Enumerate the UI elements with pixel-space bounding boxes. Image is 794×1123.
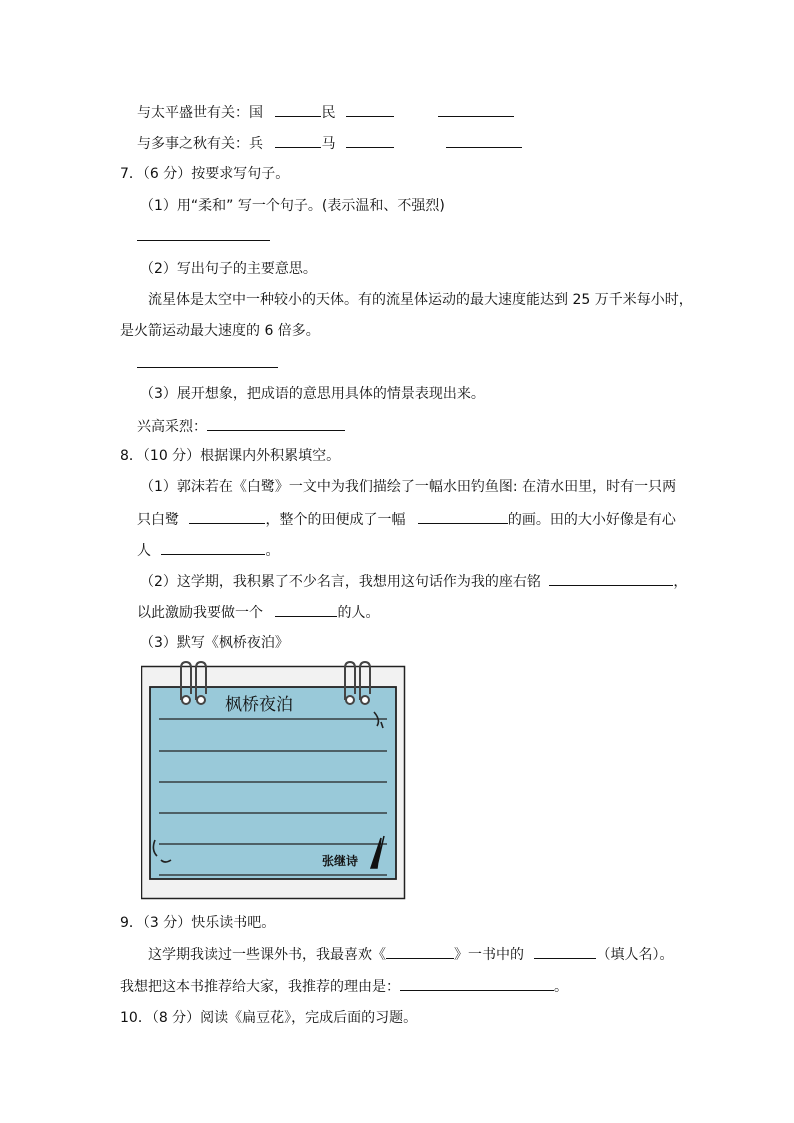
q7-heading: 7．（6 分）按要求写句子。 (120, 166, 290, 182)
q8-s2-line2-b: 的人。 (337, 605, 380, 621)
q8-s1-line3 (137, 540, 279, 561)
q9-heading: 9．（3 分）快乐读书吧。 (120, 915, 276, 931)
q9-book-blank[interactable] (386, 944, 454, 959)
q8-s2-line1-text: （2）这学期，我积累了不少名言，我想用这句话作为我的座右铭 (140, 574, 541, 590)
q8-s1-line3-b: 。 (265, 543, 280, 559)
q9-line1-c: （填人名）。 (596, 947, 674, 963)
q6-row2-blank-2[interactable] (346, 133, 394, 148)
q9-line1 (148, 944, 673, 965)
q8-s1-blank-1[interactable] (189, 509, 265, 524)
q8-s2-line1 (140, 571, 687, 592)
q6-row2-mid: 马 (321, 136, 336, 152)
q9-line1-b: 》一书中的 (454, 947, 524, 963)
q7-sub2: （2）写出句子的主要意思。 (140, 261, 317, 277)
q6-row1-blank-2[interactable] (346, 102, 394, 117)
q8-s1-line2 (137, 509, 676, 530)
q6-row2-prefix: 与多事之秋有关：兵 (137, 136, 263, 152)
q8-s2-line1-end: ， (673, 574, 688, 590)
q10-heading: 10．（8 分）阅读《扁豆花》，完成后面的习题。 (120, 1010, 418, 1026)
q8-s2-blank-2[interactable] (275, 602, 337, 617)
q9-person-blank[interactable] (534, 944, 596, 959)
q6-row1-mid: 民 (321, 105, 336, 121)
q7-idiom-blank[interactable] (207, 416, 345, 431)
q8-s1-line2-a: 只白鹭 (137, 512, 179, 528)
q8-s1-line2-b: ，整个的田便成了一幅 (265, 512, 406, 528)
notebook-author: 张继诗 (321, 854, 359, 868)
notebook-illustration (141, 660, 407, 900)
q8-s1-line2-c: 的画。田的大小好像是有心 (507, 512, 676, 528)
q6-row2-blank-1[interactable] (275, 133, 321, 148)
q9-line2 (120, 976, 568, 997)
q8-s1-line3-a: 人 (137, 543, 151, 559)
q8-s2-blank-1[interactable] (549, 571, 673, 586)
q8-s3: （3）默写《枫桥夜泊》 (140, 635, 289, 651)
q6-row1-prefix: 与太平盛世有关：国 (137, 105, 263, 121)
q7-sub3: （3）展开想象，把成语的意思用具体的情景表现出来。 (140, 386, 485, 402)
q9-reason-blank[interactable] (400, 976, 554, 991)
q8-heading: 8．（10 分）根据课内外积累填空。 (120, 448, 341, 464)
notebook-title: 枫桥夜泊 (225, 695, 293, 715)
notebook-paper (150, 687, 396, 879)
q7-sub2-answer-line[interactable] (137, 367, 278, 368)
q8-s1-blank-3[interactable] (161, 540, 265, 555)
q7-idiom (137, 416, 345, 437)
q7-idiom-label: 兴高采烈： (137, 419, 207, 435)
q7-passage-line2: 是火箭运动最大速度的 6 倍多。 (120, 323, 320, 339)
q7-passage-line1: 流星体是太空中一种较小的天体。有的流星体运动的最大速度能达到 25 万千米每小时， (148, 292, 693, 308)
q6-row1-blank-1[interactable] (275, 102, 321, 117)
q8-s2-line2-a: 以此激励我要做一个 (137, 605, 263, 621)
q9-line2-a: 我想把这本书推荐给大家，我推荐的理由是： (120, 979, 400, 995)
q8-s1-blank-2[interactable] (418, 509, 508, 524)
q6-row1-blank-3[interactable] (438, 102, 514, 117)
q9-line2-b: 。 (554, 979, 568, 995)
q7-sub1-answer-line[interactable] (137, 240, 270, 241)
q7-sub1: （1）用“柔和” 写一个句子。(表示温和、不强烈) (140, 198, 445, 214)
q6-row2 (137, 133, 522, 154)
q6-row1 (137, 102, 514, 123)
q8-s1-line1: （1）郭沫若在《白鹭》一文中为我们描绘了一幅水田钓鱼图: 在清水田里，时有一只两 (140, 479, 677, 495)
q9-line1-a: 这学期我读过一些课外书，我最喜欢《 (148, 947, 386, 963)
q6-row2-blank-3[interactable] (446, 133, 522, 148)
q8-s2-line2 (137, 602, 379, 623)
